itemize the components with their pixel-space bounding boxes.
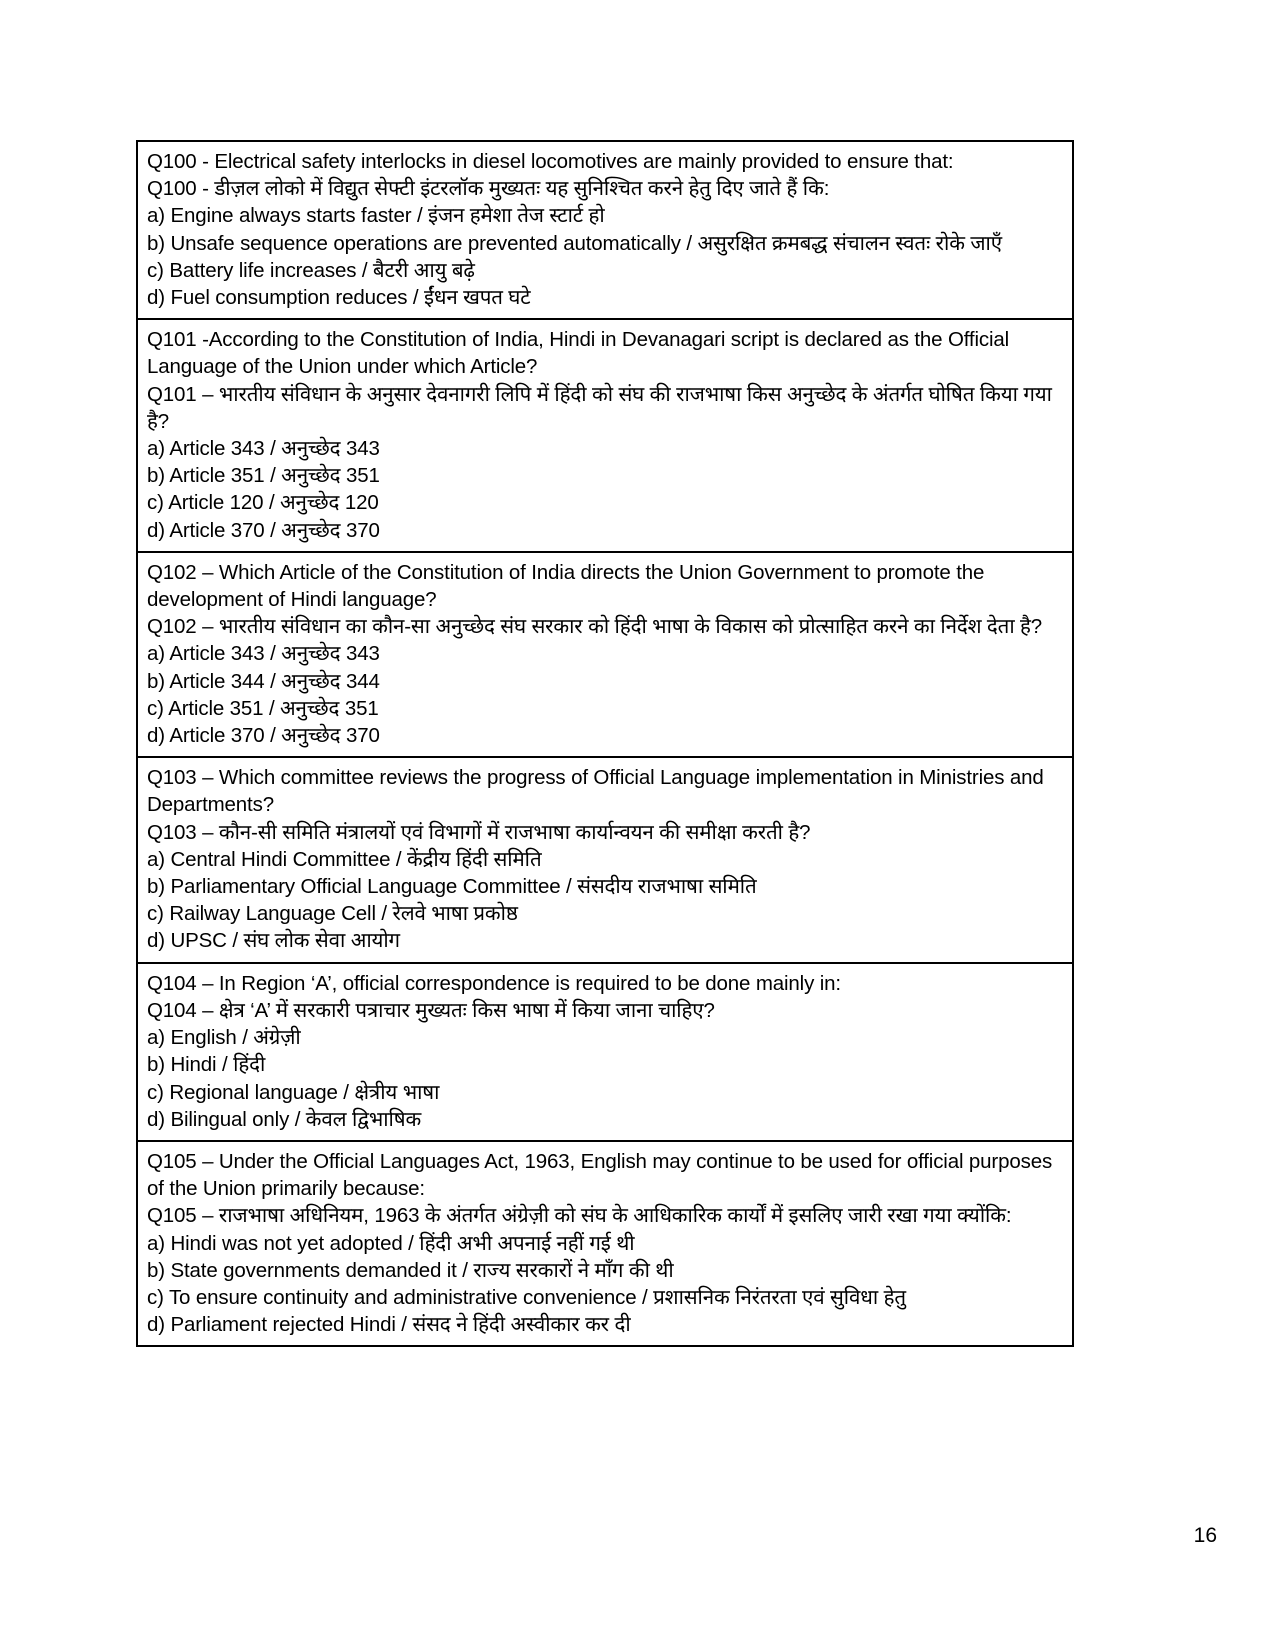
answer-option[interactable]: b) Unsafe sequence operations are prevented automatically / असुरक्षित क्रमबद्ध संचालन स्वतः रोके जाएँ xyxy=(147,231,1002,255)
answer-option[interactable]: c) Battery life increases / बैटरी आयु बढ़े xyxy=(147,258,475,282)
question-stem-en: Q104 – In Region ‘A’, official correspondence is required to be done mainly in: xyxy=(147,971,841,995)
answer-option[interactable]: a) Article 343 / अनुच्छेद 343 xyxy=(147,437,380,461)
question-block xyxy=(138,553,1072,758)
answer-option[interactable]: b) Article 344 / अनुच्छेद 344 xyxy=(147,669,380,693)
answer-option[interactable]: a) English / अंग्रेज़ी xyxy=(147,1026,301,1050)
answer-option[interactable]: d) Article 370 / अनुच्छेद 370 xyxy=(147,724,380,748)
answer-option[interactable]: c) Railway Language Cell / रेलवे भाषा प्रकोष्ठ xyxy=(147,902,518,926)
answer-option[interactable]: b) Hindi / हिंदी xyxy=(147,1053,266,1077)
answer-option[interactable]: d) Parliament rejected Hindi / संसद ने हिंदी अस्वीकार कर दी xyxy=(147,1313,631,1337)
question-block xyxy=(138,964,1072,1142)
question-block xyxy=(138,320,1072,553)
answer-option[interactable]: d) Fuel consumption reduces / ईंधन खपत घटे xyxy=(147,286,531,310)
answer-option[interactable]: a) Central Hindi Committee / केंद्रीय हिंदी समिति xyxy=(147,847,542,871)
question-stem-hi: Q105 – राजभाषा अधिनियम, 1963 के अंतर्गत अंग्रेज़ी को संघ के आधिकारिक कार्यों में इसलिए जारी रखा गया क्योंकि: xyxy=(147,1204,1012,1228)
answer-option[interactable]: a) Article 343 / अनुच्छेद 343 xyxy=(147,642,380,666)
answer-option[interactable]: b) State governments demanded it / राज्य सरकारों ने माँग की थी xyxy=(147,1258,674,1282)
question-block xyxy=(138,758,1072,963)
question-stem-en: Q101 -According to the Constitution of India, Hindi in Devanagari script is declared as the Official Language of the Union under which Article? xyxy=(147,328,1015,379)
answer-option[interactable]: a) Hindi was not yet adopted / हिंदी अभी अपनाई नहीं गई थी xyxy=(147,1231,635,1255)
question-table xyxy=(136,140,1074,1347)
answer-option[interactable]: c) Regional language / क्षेत्रीय भाषा xyxy=(147,1080,440,1104)
page-number: 16 xyxy=(1193,1524,1217,1547)
answer-option[interactable]: d) Article 370 / अनुच्छेद 370 xyxy=(147,518,380,542)
question-stem-hi: Q101 – भारतीय संविधान के अनुसार देवनागरी लिपि में हिंदी को संघ की राजभाषा किस अनुच्छेद के अंतर्गत घोषित किया गया है? xyxy=(147,382,1058,433)
answer-option[interactable]: b) Article 351 / अनुच्छेद 351 xyxy=(147,464,380,488)
question-stem-hi: Q104 – क्षेत्र ‘A’ में सरकारी पत्राचार मुख्यतः किस भाषा में किया जाना चाहिए? xyxy=(147,998,715,1022)
answer-option[interactable]: d) UPSC / संघ लोक सेवा आयोग xyxy=(147,929,400,953)
question-stem-en: Q102 – Which Article of the Constitution of India directs the Union Government to promote the development of Hindi language? xyxy=(147,560,990,612)
question-stem-hi: Q103 – कौन-सी समिति मंत्रालयों एवं विभागों में राजभाषा कार्यान्वयन की समीक्षा करती है? xyxy=(147,820,811,844)
question-stem-hi: Q102 – भारतीय संविधान का कौन-सा अनुच्छेद संघ सरकार को हिंदी भाषा के विकास को प्रोत्साहित करने का निर्देश देता है? xyxy=(147,615,1043,639)
answer-option[interactable]: b) Parliamentary Official Language Committee / संसदीय राजभाषा समिति xyxy=(147,875,757,899)
question-stem-en: Q100 - Electrical safety interlocks in diesel locomotives are mainly provided to ensure that: xyxy=(147,150,954,173)
question-stem-en: Q105 – Under the Official Languages Act, 1963, English may continue to be used for official purposes of the Union primarily because: xyxy=(147,1149,1058,1201)
question-stem-en: Q103 – Which committee reviews the progress of Official Language implementation in Ministries and Departments? xyxy=(147,766,1050,817)
answer-option[interactable]: a) Engine always starts faster / इंजन हमेशा तेज स्टार्ट हो xyxy=(147,204,605,228)
question-block xyxy=(138,142,1072,320)
answer-option[interactable]: d) Bilingual only / केवल द्विभाषिक xyxy=(147,1107,422,1131)
question-block xyxy=(138,1142,1072,1345)
answer-option[interactable]: c) Article 351 / अनुच्छेद 351 xyxy=(147,696,379,720)
answer-option[interactable]: c) Article 120 / अनुच्छेद 120 xyxy=(147,491,379,515)
answer-option[interactable]: c) To ensure continuity and administrative convenience / प्रशासनिक निरंतरता एवं सुविधा हेतु xyxy=(147,1285,906,1309)
question-stem-hi: Q100 - डीज़ल लोको में विद्युत सेफ्टी इंटरलॉक मुख्यतः यह सुनिश्चित करने हेतु दिए जाते हैं कि: xyxy=(147,177,830,201)
